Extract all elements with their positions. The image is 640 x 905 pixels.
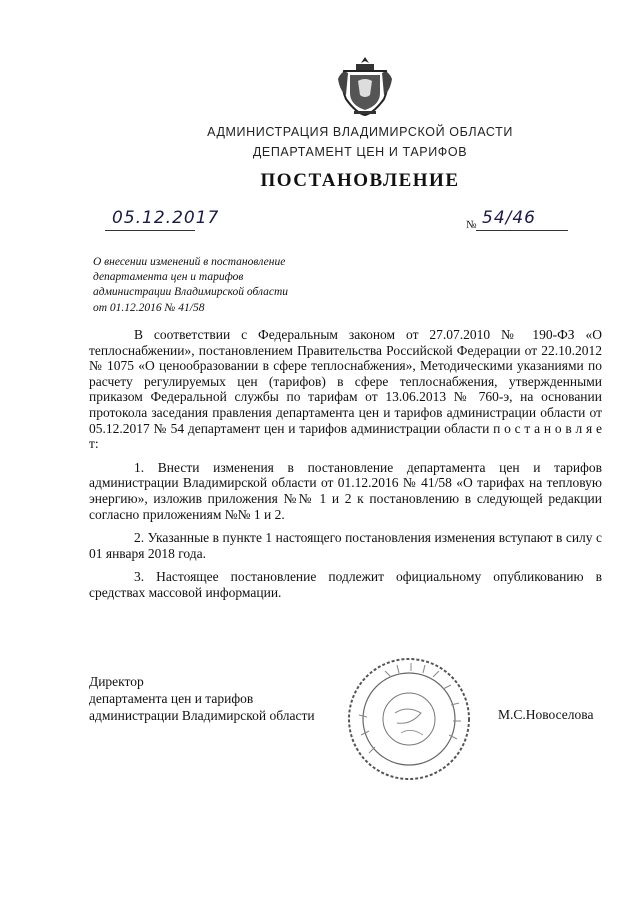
- organization-name: АДМИНИСТРАЦИЯ ВЛАДИМИРСКОЙ ОБЛАСТИ: [207, 125, 513, 139]
- signer-position: Директор: [89, 674, 144, 689]
- document-date: 05.12.2017: [112, 208, 220, 228]
- number-underline: [476, 230, 568, 231]
- number-prefix: №: [466, 219, 477, 231]
- signer-administration: администрации Владимирской области: [89, 708, 315, 723]
- subject-line: от 01.12.2016 № 41/58: [93, 301, 205, 314]
- document-number: 54/46: [482, 208, 536, 228]
- subject-line: администрации Владимирской области: [93, 286, 289, 299]
- coat-of-arms-icon: [336, 55, 394, 117]
- document-title: ПОСТАНОВЛЕНИЕ: [260, 170, 460, 191]
- clause-2: 2. Указанные в пункте 1 настоящего постановления изменения вступают в силу с 01 января 2018 года.: [89, 530, 602, 561]
- signature-block: [89, 673, 359, 724]
- signer-department: департамента цен и тарифов: [89, 691, 254, 706]
- clause-1: 1. Внести изменения в постановление департамента цен и тарифов администрации Владимирской области от 01.12.2016 № 41/58 «О тарифах на тепловую энергию», изложив приложения №№ 1 и 2 к постановлению в следующей редакции согласно приложениям №№ 1 и 2.: [89, 459, 602, 522]
- date-underline: [105, 230, 195, 231]
- round-seal-stamp-icon: [345, 655, 473, 783]
- document-subject: [93, 255, 353, 316]
- subject-line: О внесении изменений в постановление: [93, 256, 286, 268]
- department-name: ДЕПАРТАМЕНТ ЦЕН И ТАРИФОВ: [252, 145, 468, 159]
- document-body: [89, 327, 602, 601]
- preamble-paragraph: В соответствии с Федеральным законом от 27.07.2010 № 190-ФЗ «О теплоснабжении», постановлением Правительства Российской Федерации от 22.10.2012 № 1075 «О ценообразовании в сфере теплоснабжения», Методическими указаниями по расчету регулируемых цен (тарифов) в сфере теплоснабжения, утвержденными приказом Федеральной службы по тарифам от 13.06.2013 № 760-э, на основании протокола заседания правления департамента цен и тарифов администрации области от 05.12.2017 № 54 департамент цен и тарифов администрации области п о с т а н о в л я е т:: [89, 327, 602, 452]
- signer-name: М.С.Новоселова: [498, 707, 594, 722]
- clause-3: 3. Настоящее постановление подлежит официальному опубликованию в средствах массовой информации.: [89, 569, 602, 600]
- subject-line: департамента цен и тарифов: [93, 271, 244, 284]
